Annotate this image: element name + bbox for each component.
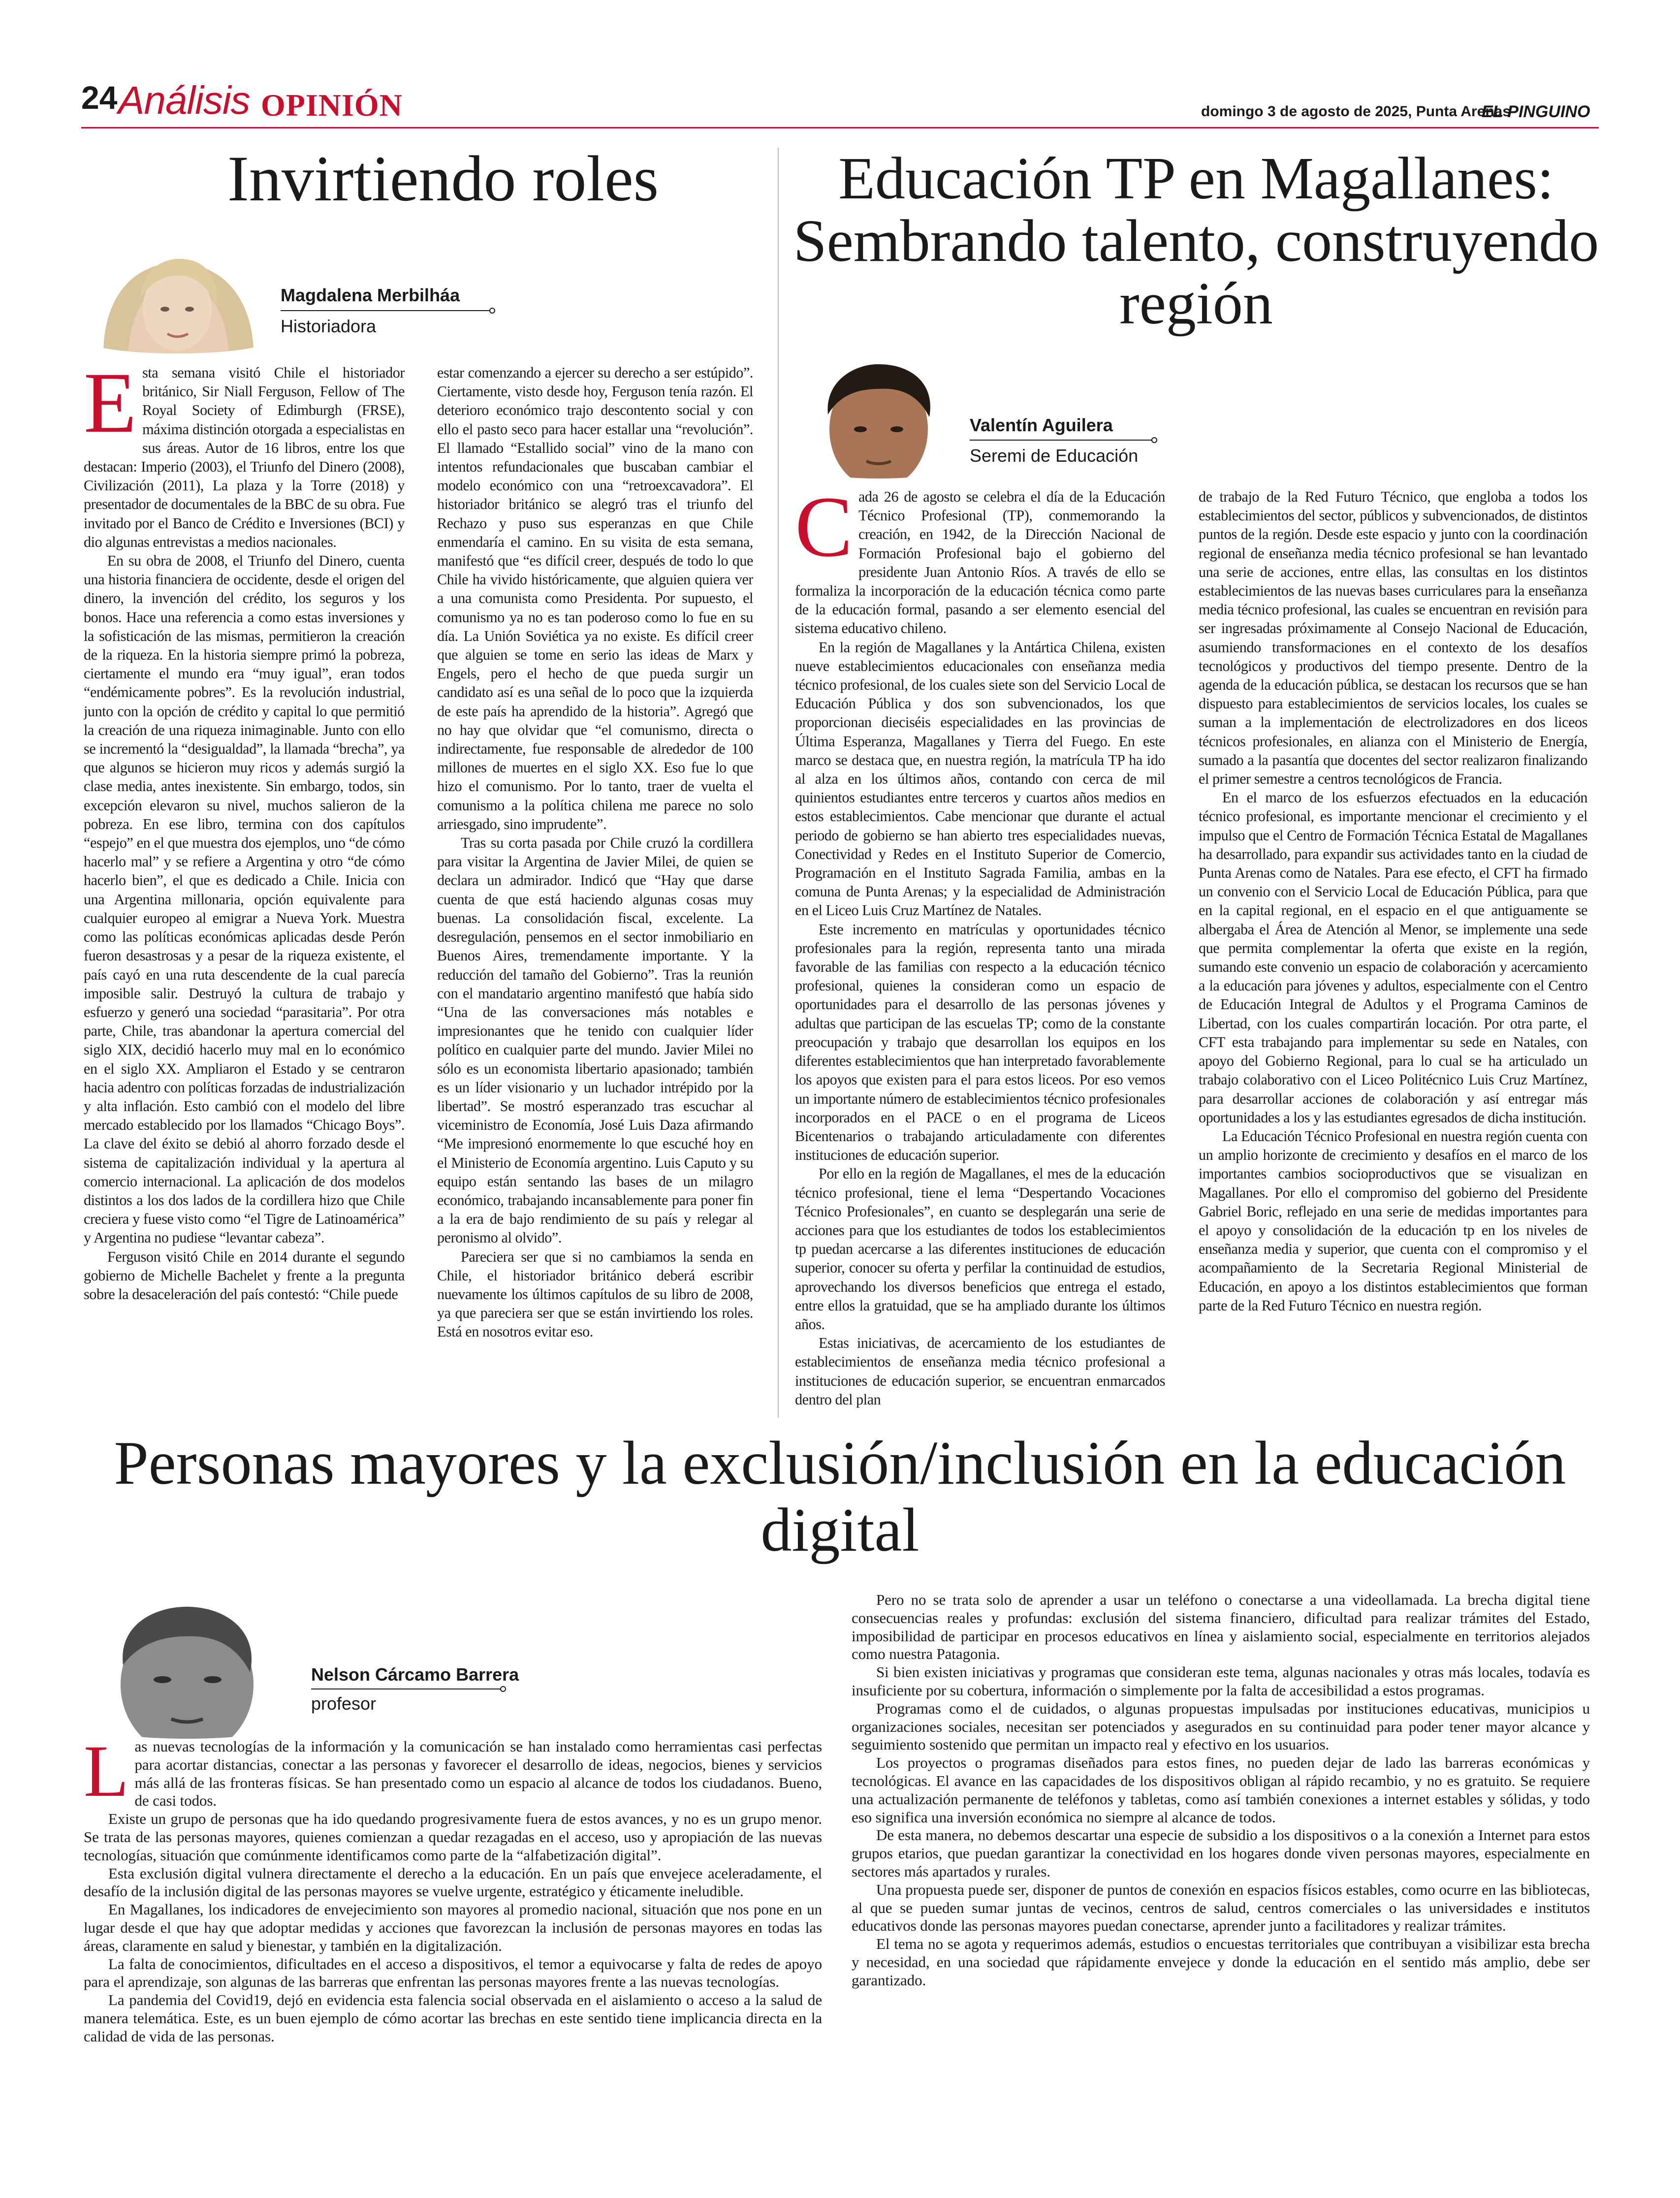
- author-role-magdalena: Historiadora: [281, 316, 377, 336]
- author-name-magdalena: Magdalena Merbilháa: [281, 285, 460, 305]
- author-role-nelson: profesor: [311, 1693, 377, 1714]
- page-number: 24: [81, 79, 118, 116]
- author-photo-magdalena: [84, 235, 271, 353]
- article3-paragraph: En Magallanes, los indicadores de envejecimiento son mayores al promedio nacional, situación que nos pone en un lugar desde el que hay que adoptar medidas y acciones que favorezcan la inclusión de personas mayores en todas las áreas, claramente en salud y bienestar, y también en la digitalización.: [84, 1901, 822, 1954]
- article3-column-1: [84, 1738, 822, 2166]
- article3-paragraph: Esta exclusión digital vulnera directamente el derecho a la educación. En un país que envejece aceleradamente, el desafío de la inclusión digital de las personas mayores se vuelve urgente, estratégico y éticamente ineludible.: [84, 1864, 822, 1900]
- publication-date: domingo 3 de agosto de 2025, Punta Arenas: [1201, 103, 1511, 120]
- article3-paragraph: Existe un grupo de personas que ha ido quedando progresivamente fuera de estos avances, y no es un grupo menor. Se trata de las personas mayores, quienes comienzan a quedar rezagadas en el acceso, uso y apropiación de las nuevas tecnologías, situación que comúnmente identificamos como parte de la “alfabetización digital”.: [84, 1810, 822, 1864]
- article3-paragraph: El tema no se agota y requerimos además, estudios o encuestas territoriales que contribuyan a visibilizar esta brecha y necesidad, en una sociedad que rápidamente envejece y donde la educación en el sentido más amplio, debe ser garantizado.: [852, 1935, 1590, 1989]
- article3-paragraph: as nuevas tecnologías de la información y la comunicación se han instalado como herramientas casi perfectas para acortar distancias, conectar a las personas y favorecer el desarrollo de ideas, negocios, bienes y servicios más allá de las fronteras físicas. Se han presentado como un espacio al alcance de todos los ciudadanos. Bueno, de casi todos.: [134, 1738, 822, 1810]
- article1-title: Invirtiendo roles: [227, 142, 659, 215]
- author-portrait-icon: [797, 360, 960, 478]
- subsection-name: OPINIÓN: [261, 88, 403, 123]
- author-rule: [281, 310, 492, 311]
- article2-paragraph: La Educación Técnico Profesional en nuestra región cuenta con un amplio horizonte de crecimiento y desafíos en el marco de los importantes cambios socioproductivos que se visualizan en Magallanes. Por ello el compromiso del gobierno del Presidente Gabriel Boric, reflejado en una serie de medidas importantes para el apoyo y consolidación de la educación tp en los niveles de enseñanza media y superior, que cuenta con el compromiso y el acompañamiento de la Secretaria Regional Ministerial de Educación, en apoyo a los distintos establecimientos que forman parte de la Red Futuro Técnico en nuestra región.: [1199, 1127, 1587, 1314]
- article2-title: Educación TP en Magallanes: Sembrando talento, construyendo región: [793, 145, 1599, 337]
- author-rule: [311, 1688, 503, 1689]
- article3-dropcap: L: [84, 1738, 129, 1812]
- article1-paragraph: estar comenzando a ejercer su derecho a ser estúpido”. Ciertamente, visto desde hoy, Ferguson tenía razón. El deterioro económico trajo descontento social y con ello el pasto seco para hacer estallar una “revolución”. El llamado “Estallido social” vino de la mano con intentos refundacionales que buscaban cambiar el modelo económico con una “retroexcavadora”. El historiador británico se alegró tras el triunfo del Rechazo y puso sus esperanzas en que Chile enmendaría el camino. En su visita de esta semana, manifestó que “es difícil creer, después de todo lo que Chile ha vivido históricamente, que alguien quiera ver a una comunista como Presidenta. Por supuesto, el comunismo ya no es tan poderoso como lo fue en su día. La Unión Soviética ya no existe. Es difícil creer que alguien se tome en serio las ideas de Marx y Engels, pero el hecho de que pueda surgir un candidato así es una señal de lo poco que la izquierda de este país ha aprendido de la historia”. Agregó que no hay que olvidar que “el comunismo, directa o indirectamente, fue responsable de alrededor de 100 millones de muertes en el siglo XX. Eso fue lo que hizo el comunismo. Por lo tanto, traer de vuelta el comunismo a la política chilena me parece no solo arriesgado, sino imprudente”.: [437, 364, 753, 832]
- article3-paragraph: La pandemia del Covid19, dejó en evidencia esta falencia social observada en el aislamiento o acceso a la salud de manera telemática. Este, es un buen ejemplo de cómo acortar las brechas en este sentido tiene implicancia directa en la calidad de vida de las personas.: [84, 1991, 822, 2045]
- article2-paragraph: Este incremento en matrículas y oportunidades técnico profesionales para la región, representa tanto una mirada favorable de las familias con respecto a la educación técnico profesional, quienes la consideran como un espacio de oportunidades para el desarrollo de las personas jóvenes y adultas que participan de las escuelas TP; como de la constante preocupación y trabajo que desarrollan los equipos en los diferentes establecimientos que han interpretado favorablemente los apoyos que existen para el para estos liceos. Por eso vemos un importante número de establecimientos técnico profesionales incorporados en el PACE o en el programa de Liceos Bicentenarios o trabajando articuladamente con diferentes instituciones de educación superior.: [795, 921, 1165, 1164]
- article2-paragraph: Estas iniciativas, de acercamiento de los estudiantes de establecimientos de enseñanza media técnico profesional a instituciones de educación superior, se encuentran enmarcados dentro del plan: [795, 1335, 1165, 1408]
- article3-paragraph: Una propuesta puede ser, disponer de puntos de conexión en espacios físicos estables, como ocurre en las bibliotecas, al que se pueden sumar juntas de vecinos, centros de salud, centros comerciales o las universidades e institutos educativos donde las personas mayores puedan conectarse, aprender junto a facilitadores y realizar trámites.: [852, 1880, 1590, 1935]
- header-rule: [81, 127, 1599, 128]
- article1-dropcap: E: [84, 363, 137, 451]
- article2-paragraph: de trabajo de la Red Futuro Técnico, que engloba a todos los establecimientos del sector, públicos y subvencionados, de distintos puntos de la región. Desde este espacio y junto con la coordinación regional de enseñanza media técnico profesional se han levantado una serie de acciones, entre ellas, las consultas en los distintos establecimientos de las nuevas bases curriculares para la enseñanza media técnico profesional, las cuales se encuentran en revisión para ser ingresadas próximamente al Consejo Nacional de Educación, asumiendo transformaciones en el contexto de los desafíos tecnológicos y productivos del tiempo presente. Dentro de la agenda de la educación pública, se destacan los recursos que se han dispuesto para establecimientos de servicios locales, los cuales se suman a la implementación de electrolizadores en dos liceos técnicos profesionales, en alianza con el Ministerio de Energía, sumado a la pasantía que docentes del sector realizaron finalizando el primer semestre a centros tecnológicos de Francia.: [1199, 488, 1587, 788]
- author-portrait-icon: [84, 235, 271, 353]
- article3-paragraph: Si bien existen iniciativas y programas que consideran este tema, algunas nacionales y otras más locales, todavía es insuficiente por su cobertura, información o simplemente por la falta de accesibilidad a estos programas.: [852, 1663, 1590, 1699]
- article3-column-2: [852, 1591, 1590, 2167]
- newspaper-brand: EL PINGUINO: [1482, 102, 1590, 121]
- article2-paragraph: Por ello en la región de Magallanes, el mes de la educación técnico profesional, tiene el lema “Despertando Vocaciones Técnico Profesionales”, en cuanto se desplegarán una serie de acciones para que los estudiantes de todos los establecimientos tp puedan acercarse a las diferentes instituciones de educación superior, conocer su oferta y perfilar la continuidad de estudios, aprovechando los diversos beneficios que entrega el estado, entre ellos la gratuidad, que se ha ampliado durante los últimos años.: [795, 1165, 1165, 1333]
- article1-column-1: [84, 363, 405, 1419]
- article2-column-1: [795, 487, 1165, 1420]
- author-name-nelson: Nelson Cárcamo Barrera: [311, 1664, 519, 1685]
- author-photo-valentin: [797, 360, 960, 478]
- article1-paragraph: Tras su corta pasada por Chile cruzó la cordillera para visitar la Argentina de Javier Milei, de quien se declara un admirador. Indicó que “Hay que darse cuenta de que está haciendo algunas cosas muy buenas. La consolidación fiscal, excelente. La desregulación, pensemos en el sector inmobiliario en Buenos Aires, tremendamente importante. Y la reducción del tamaño del Gobierno”. Tras la reunión con el mandatario argentino manifestó que había sido “Una de las conversaciones más notables e impresionantes que he tenido con cualquier líder político en cualquier parte del mundo. Javier Milei no sólo es un economista libertario apasionado; también es un líder visionario y un luchador intrépido por la libertad”. Se mostró esperanzado tras escuchar al viceministro de Economía, José Luis Daza afirmando “Me impresionó enormemente lo que escuché hoy en el Ministerio de Economía argentino. Luis Caputo y su equipo están sentando las bases de un milagro económico, trabajando incansablemente para poner fin a la era de bajo rendimiento de su país y relegar al peronismo al olvido”.: [437, 834, 753, 1246]
- column-divider: [778, 148, 779, 1418]
- article3-paragraph: Los proyectos o programas diseñados para estos fines, no pueden dejar de lado las barreras económicas y tecnológicas. El avance en las capacidades de los dispositivos obligan al rápido recambio, y no es gratuito. Se requiere una actualización permanente de teléfonos y tabletas, como así también conexiones a internet estables y sólidas, y todo eso significa una inversión económica no siempre al alcance de todos.: [852, 1754, 1590, 1826]
- article1-paragraph: En su obra de 2008, el Triunfo del Dinero, cuenta una historia financiera de occidente, desde el origen del dinero, la invención del crédito, los seguros y los bonos. Hace una referencia a como estas inversiones y la sofisticación de las mismas, permitieron la creación de la riqueza. En la historia siempre primó la pobreza, ciertamente el mundo era “muy igual”, eran todos “endémicamente pobres”. Es la revolución industrial, junto con la opción de crédito y capital lo que permitió la creación de una riqueza inimaginable. Junto con ello se incrementó la “desigualdad”, la llamada “brecha”, ya que algunos se hicieron muy ricos y además surgió la clase media, antes inexistente. Sin embargo, todos, sin excepción elevaron su nivel, muchos salieron de la pobreza. En ese libro, termina con dos capítulos “espejo” en el que muestra dos ejemplos, uno “de cómo hacerlo mal” y se refiere a Argentina y otro “de cómo hacerlo bien”, el que es dedicado a Chile. Inicia con una Argentina millonaria, opción equivalente para cualquier europeo al emigrar a Nueva York. Muestra como las políticas económicas aplicadas desde Perón fueron desastrosas y a pesar de la riqueza existente, el país cayó en una ruta descendente de la cual parecía imposible salir. Destruyó la cultura de trabajo y esfuerzo y generó una sociedad “parasitaria”. Por otra parte, Chile, tras abandonar la apertura comercial del siglo XIX, decidió hacerlo muy mal en lo económico en el siglo XX. Ampliaron el Estado y se centraron hacia adentro con políticas forzadas de industrialización y alta inflación. Esto cambió con el modelo del libre mercado establecido por los llamados “Chicago Boys”. La clave del éxito se debió al ahorro forzado desde el sistema de capitalización individual y la apertura al comercio internacional. La aplicación de dos modelos distintos a los dos lados de la cordillera hizo que Chile creciera y fuese visto como “el Tigre de Latinoamérica” y Argentina no pudiese “levantar cabeza”.: [84, 552, 405, 1246]
- article1-paragraph: Pareciera ser que si no cambiamos la senda en Chile, el historiador británico deberá escribir nuevamente los últimos capítulos de su libro de 2008, ya que pareciera ser que se están invirtiendo los roles. Está en nosotros evitar eso.: [437, 1248, 753, 1340]
- section-name: Análisis: [118, 78, 250, 122]
- article1-paragraph: sta semana visitó Chile el historiador británico, Sir Niall Ferguson, Fellow of The Royal Society of Edimburgh (FRSE), máxima distinción otorgada a especialistas en sus áreas. Autor de 16 libros, entre los que destacan: Imperio (2003), el Triunfo del Dinero (2008), Civilización (2011), La plaza y la Torre (2018) y presentador de documentales de la BBC de su obra. Fue invitado por el Banco de Crédito e Inversiones (BCI) y dio algunas entrevistas a medios nacionales.: [84, 364, 405, 550]
- article2-paragraph: En la región de Magallanes y la Antártica Chilena, existen nueve establecimientos educacionales con enseñanza media técnico profesional, de los cuales siete son del Servicio Local de Educación Pública y dos son subvencionados, los que proporcionan dieciséis especialidades en las provincias de Última Esperanza, Magallanes y Tierra del Fuego. En este marco se destaca que, en nuestra región, la matrícula TP ha ido al alza en los últimos años, contando con cerca de mil quinientos estudiantes entre terceros y cuartos años medios en estos establecimientos. Cabe mencionar que durante el actual periodo de gobierno se han abierto tres especialidades nuevas, Conectividad y Redes en el Instituto Superior de Comercio, Programación en el Instituto Sagrada Familia, ambas en la comuna de Punta Arenas; y la especialidad de Administración en el Liceo Luis Cruz Martínez de Natales.: [795, 638, 1165, 919]
- author-photo-nelson: [84, 1601, 290, 1739]
- article3-title: Personas mayores y la exclusión/inclusión en la educación digital: [114, 1429, 1566, 1565]
- article3-paragraph: Programas como el de cuidados, o algunas propuestas impulsadas por instituciones educativas, municipios u organizaciones sociales, necesitan ser potenciados y asegurados en su continuidad para poder tener mayor alcance y seguimiento sostenido que permitan un impacto real y efectivo en los usuarios.: [852, 1699, 1590, 1753]
- article2-paragraph: ada 26 de agosto se celebra el día de la Educación Técnico Profesional (TP), conmemorando la creación, en 1942, de la Dirección Nacional de Formación Profesional bajo el gobierno del presidente Juan Antonio Ríos. A través de ello se formaliza la incorporación de la educación técnica como parte de la educación formal, pasando a ser elemento esencial del sistema educativo chileno.: [795, 488, 1165, 637]
- article2-column-2: [1199, 487, 1587, 1420]
- author-role-valentin: Seremi de Educación: [970, 446, 1139, 466]
- author-rule: [970, 440, 1154, 441]
- article1-column-2: [437, 363, 753, 1419]
- author-portrait-icon: [84, 1601, 290, 1739]
- article2-paragraph: En el marco de los esfuerzos efectuados en la educación técnico profesional, es importante mencionar el crecimiento y el impulso que el Centro de Formación Técnica Estatal de Magallanes ha desarrollado, para expandir sus actividades tanto en la ciudad de Punta Arenas como de Natales. Para ese efecto, el CFT ha firmado un convenio con el Servicio Local de Educación Pública, para que en la capital regional, en el espacio en el que antiguamente se albergaba el Área de Atención al Menor, se implemente una sede que permita complementar la oferta que existe en la región, sumando este convenio un espacio de colaboración y acercamiento a la educación para jóvenes y adultos, especialmente con el Centro de Educación Integral de Adultos y el Programa Caminos de Libertad, con los cuales compartirán locación. Por otra parte, el CFT esta trabajando para implementar su sede en Natales, con apoyo del Gobierno Regional, para lo cual se ha articulado un trabajo colaborativo con el Liceo Politécnico Luis Cruz Martínez, para desarrollar acciones de colaboración y así entregar más oportunidades a los y las estudiantes egresados de dicha institución.: [1199, 789, 1587, 1126]
- article2-dropcap: C: [795, 487, 853, 575]
- article3-paragraph: Pero no se trata solo de aprender a usar un teléfono o conectarse a una videollamada. La brecha digital tiene consecuencias reales y profundas: exclusión del sistema financiero, dificultad para realizar trámites del Estado, imposibilidad de participar en procesos educativos en línea y aislamiento social, especialmente en territorios alejados como nuestra Patagonia.: [852, 1591, 1590, 1663]
- article3-paragraph: La falta de conocimientos, dificultades en el acceso a dispositivos, el temor a equivocarse y falta de redes de apoyo para el aprendizaje, son algunas de las barreras que enfrentan las personas mayores frente a las nuevas tecnologías.: [84, 1955, 822, 1991]
- author-name-valentin: Valentín Aguilera: [970, 415, 1113, 435]
- article3-paragraph: De esta manera, no debemos descartar una especie de subsidio a los dispositivos o a la conexión a Internet para estos grupos etarios, que puedan garantizar la conectividad en los hogares donde viven personas mayores, especialmente en sectores más apartados y rurales.: [852, 1826, 1590, 1880]
- article1-paragraph: Ferguson visitó Chile en 2014 durante el segundo gobierno de Michelle Bachelet y frente a la pregunta sobre la desaceleración del país contestó: “Chile puede: [84, 1248, 405, 1303]
